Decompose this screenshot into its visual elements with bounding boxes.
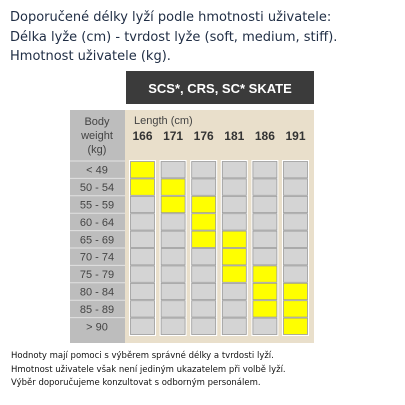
row-label: 70 - 74 [79, 251, 115, 264]
row-label: < 49 [86, 164, 108, 177]
column-label: 186 [254, 129, 275, 143]
cell [131, 318, 155, 334]
cell [161, 318, 185, 334]
cell [131, 249, 155, 265]
row-label: 80 - 84 [79, 286, 115, 299]
row-header-label: (kg) [87, 144, 107, 156]
cell-recommended [161, 196, 185, 212]
cell [131, 231, 155, 247]
cell-recommended [192, 214, 216, 230]
cell [284, 179, 308, 195]
column-label: 171 [163, 129, 184, 143]
cell-recommended [192, 196, 216, 212]
cell [131, 196, 155, 212]
column-label: 176 [193, 129, 214, 143]
footer-line-3: Výběr doporučujeme konzultovat s odborným personálem. [11, 378, 261, 389]
column-label: 181 [224, 129, 245, 143]
cell [131, 283, 155, 299]
cell [253, 162, 277, 178]
cell-recommended [131, 162, 155, 178]
cell [222, 283, 246, 299]
cell [192, 266, 216, 282]
row-label: 65 - 69 [79, 234, 115, 247]
cell-recommended [222, 249, 246, 265]
cell [253, 318, 277, 334]
cell [161, 283, 185, 299]
cell [161, 162, 185, 178]
cell [192, 301, 216, 317]
cell [284, 249, 308, 265]
cell [192, 318, 216, 334]
column-header-label: Length (cm) [134, 115, 193, 127]
cell [192, 162, 216, 178]
cell [253, 196, 277, 212]
cell [222, 301, 246, 317]
cell [161, 266, 185, 282]
cell [284, 196, 308, 212]
row-label: > 90 [86, 321, 108, 334]
cell [253, 214, 277, 230]
column-label: 191 [285, 129, 306, 143]
cell [222, 179, 246, 195]
footer-line-1: Hodnoty mají pomoci s výběrem správné délky a tvrdosti lyží. [11, 351, 274, 361]
cell-recommended [284, 283, 308, 299]
intro-line-3: Hmotnost uživatele (kg). [10, 49, 171, 64]
cell [131, 214, 155, 230]
row-label: 50 - 54 [79, 182, 115, 195]
footer-line-2: Hmotnost uživatele však není jediným ukazatelem při volbě lyží. [11, 364, 286, 375]
row-header-label: weight [81, 130, 113, 142]
intro-line-1: Doporučené délky lyží podle hmotnosti uživatele: [10, 10, 332, 25]
row-header-label: Body [84, 116, 110, 128]
cell [192, 179, 216, 195]
cell [284, 266, 308, 282]
cell [131, 301, 155, 317]
cell [131, 266, 155, 282]
footer-note [11, 350, 401, 391]
cell-recommended [284, 318, 308, 334]
cell-recommended [253, 301, 277, 317]
row-label: 60 - 64 [79, 216, 115, 229]
cell [222, 214, 246, 230]
cell [253, 249, 277, 265]
cell-recommended [253, 266, 277, 282]
cell [192, 249, 216, 265]
cell [284, 162, 308, 178]
cell-recommended [222, 231, 246, 247]
cell [222, 318, 246, 334]
cell-recommended [192, 231, 216, 247]
cell [192, 283, 216, 299]
chart-title: SCS*, CRS, SC* SKATE [148, 81, 292, 96]
intro-line-2: Délka lyže (cm) - tvrdost lyže (soft, medium, stiff). [10, 29, 338, 45]
cell [161, 214, 185, 230]
cell [161, 249, 185, 265]
cell [253, 231, 277, 247]
cell-recommended [222, 266, 246, 282]
cell-recommended [253, 283, 277, 299]
cell [161, 231, 185, 247]
cell-recommended [131, 179, 155, 195]
cell [284, 214, 308, 230]
row-label: 75 - 79 [79, 269, 115, 282]
cell [222, 196, 246, 212]
cell-recommended [284, 301, 308, 317]
cell [161, 301, 185, 317]
column-label: 166 [132, 129, 153, 143]
cell [253, 179, 277, 195]
cell [222, 162, 246, 178]
cell [284, 231, 308, 247]
row-label: 55 - 59 [79, 199, 115, 212]
cell-recommended [161, 179, 185, 195]
row-label: 85 - 89 [79, 303, 115, 316]
